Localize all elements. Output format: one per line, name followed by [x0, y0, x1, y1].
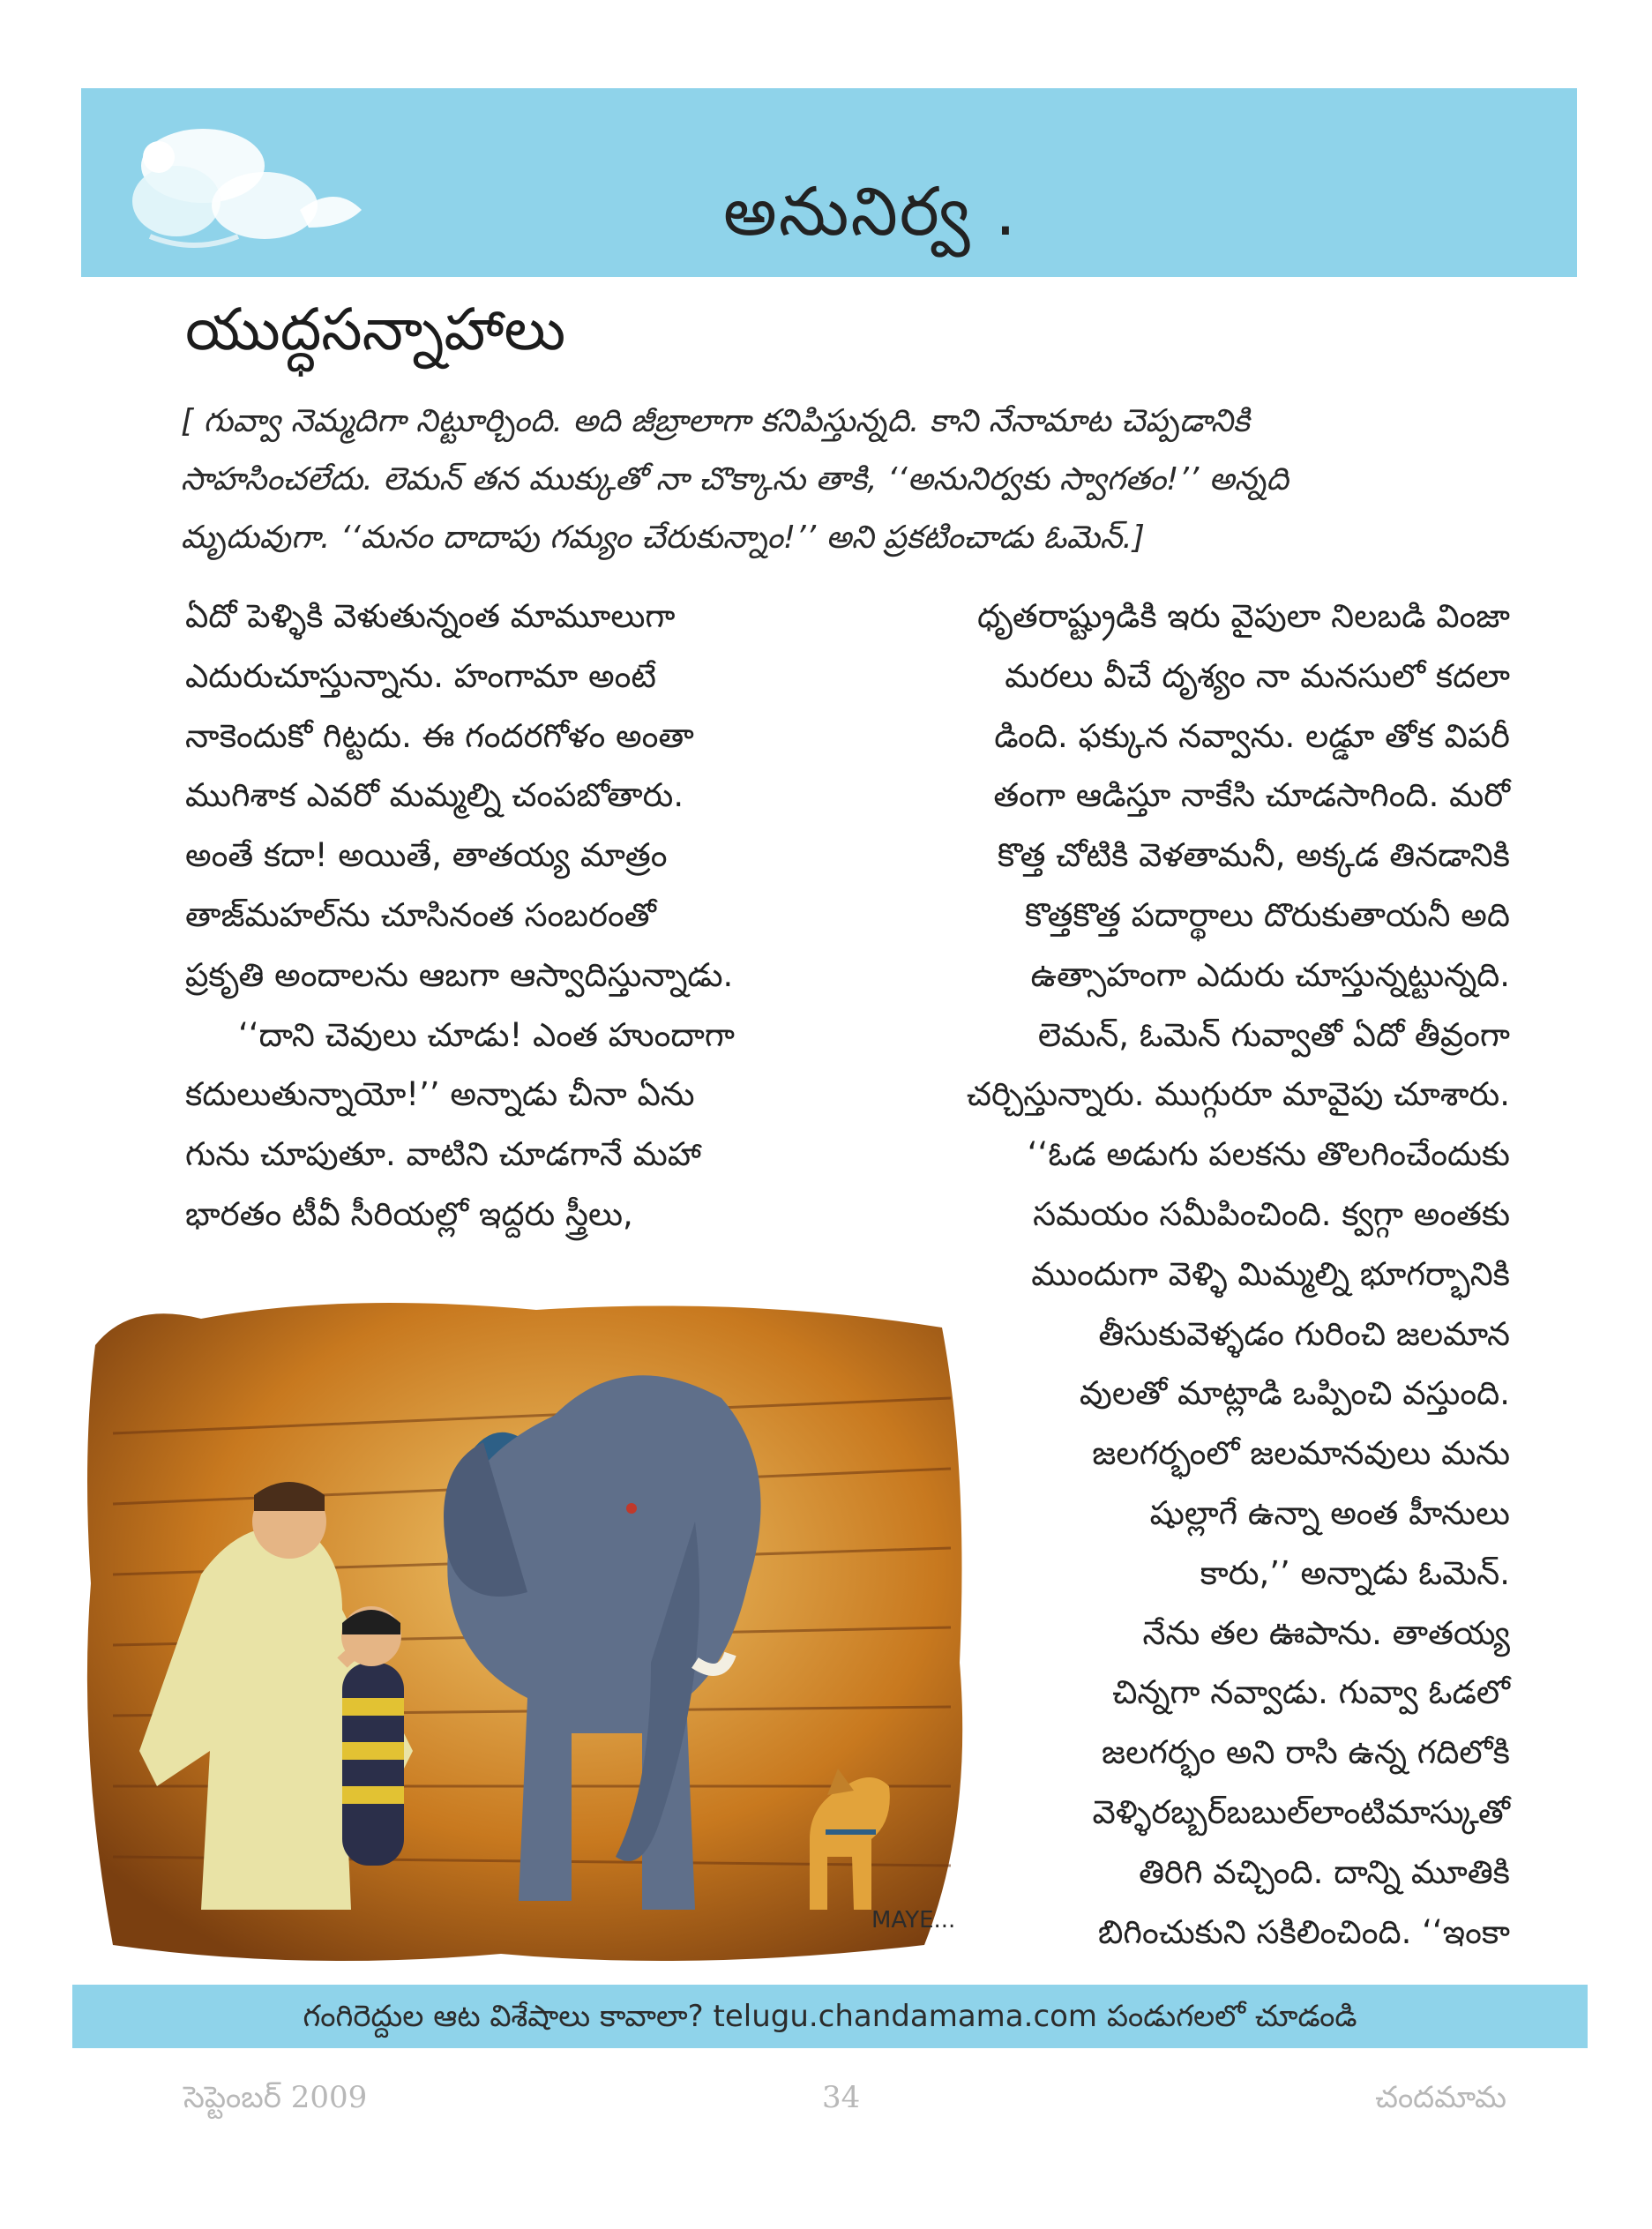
mascot-logo-icon	[97, 104, 388, 263]
text-line: ఉత్సాహంగా ఎదురు చూస్తున్నట్టున్నది.	[1030, 955, 1510, 994]
chapter-title: యుద్ధసన్నాహాలు	[185, 295, 566, 363]
intro-summary	[181, 393, 1513, 567]
text-line: ముగిశాక ఎవరో మమ్మల్ని చంపబోతారు.	[185, 776, 684, 815]
text-line: నాకెందుకో గిట్టదు. ఈ గందరగోళం అంతా	[185, 716, 694, 755]
text-line: తాజ్‌మహల్‌ను చూసినంత సంబరంతో	[185, 895, 656, 934]
text-line: నేను తల ఊపాను. తాతయ్య	[1142, 1613, 1510, 1652]
intro-line: సాహసించలేదు. లెమన్ తన ముక్కుతో నా చొక్కాను తాకి, ‘‘అనునిర్వకు స్వాగతం!’’ అన్నది	[181, 461, 1289, 497]
text-line: తంగా ఆడిస్తూ నాకేసి చూడసాగింది. మరో	[993, 776, 1510, 815]
page-number: 34	[822, 2080, 861, 2115]
text-line: తిరిగి వచ్చింది. దాన్ని మూతికి	[1139, 1852, 1510, 1891]
text-line: ‘‘ఓడ అడుగు పలకను తొలగించేందుకు	[1027, 1135, 1510, 1174]
text-line: చర్చిస్తున్నారు. ముగ్గురూ మావైపు చూశారు.	[966, 1075, 1510, 1114]
text-line: అంతే కదా! అయితే, తాతయ్య మాత్రం	[185, 836, 668, 875]
intro-line: మృదువుగా. ‘‘మనం దాదాపు గమ్యం చేరుకున్నాం!’’ అని ప్రకటించాడు ఓమెన్.]	[181, 520, 1145, 556]
text-line: వులతో మాట్లాడి ఒప్పించి వస్తుంది.	[1079, 1374, 1510, 1413]
text-line: కొత్తకొత్త పదార్థాలు దొరుకుతాయనీ అది	[1024, 895, 1510, 934]
text-line: వెళ్ళిరబ్బర్‌బబుల్‌లాంటిమాస్కుతో	[1092, 1792, 1510, 1831]
text-line: చిన్నగా నవ్వాడు. గువ్వా ఓడలో	[1112, 1673, 1510, 1712]
text-line: కారు,’’ అన్నాడు ఓమెన్.	[1200, 1553, 1510, 1592]
text-line: ఎదురుచూస్తున్నాను. హంగామా అంటే	[185, 656, 656, 695]
text-line: డింది. ఫక్కున నవ్వాను. లడ్డూ తోక విపరీ	[994, 716, 1510, 755]
story-illustration	[78, 1292, 977, 1971]
left-column	[185, 587, 820, 1245]
intro-line: [ గువ్వా నెమ్మదిగా నిట్టూర్చింది. అది జీబ్రాలాగా కనిపిస్తున్నది. కాని నేనామాట చెప్పడానికి	[181, 403, 1250, 439]
text-line: లెమన్, ఓమెన్ గువ్వాతో ఏదో తీవ్రంగా	[1037, 1015, 1510, 1054]
text-line: బిగించుకుని సకిలించింది. ‘‘ఇంకా	[1097, 1912, 1510, 1951]
text-line: గును చూపుతూ. వాటిని చూడగానే మహా	[185, 1135, 702, 1174]
text-line: జలగర్భంలో జలమానవులు మను	[1092, 1434, 1510, 1473]
text-line: కదులుతున్నాయో!’’ అన్నాడు చీనా ఏను	[185, 1075, 695, 1114]
page-date: సెప్టెంబర్ 2009	[183, 2080, 368, 2115]
text-line: ప్రకృతి అందాలను ఆబగా ఆస్వాదిస్తున్నాడు.	[185, 955, 734, 994]
illustrator-signature: MAYE...	[871, 1907, 956, 1934]
text-line: షుల్లాగే ఉన్నా అంత హీనులు	[1149, 1493, 1510, 1532]
text-line: ధృతరాష్ట్రుడికి ఇరు వైపులా నిలబడి వింజా	[976, 597, 1510, 635]
text-line: మరలు వీచే దృశ్యం నా మనసులో కదలా	[1005, 656, 1510, 695]
text-line: తీసుకువెళ్ళడం గురించి జలమాన	[1098, 1314, 1510, 1353]
text-line: భారతం టీవీ సీరియల్లో ఇద్దరు స్త్రీలు,	[185, 1194, 633, 1233]
text-line: ‘‘దాని చెవులు చూడు! ఎంత హుందాగా	[238, 1015, 735, 1054]
footer-promo-text: గంగిరెద్దుల ఆట విశేషాలు కావాలా? telugu.chandamama.com పండుగలలో చూడండి	[303, 1999, 1357, 2034]
text-line: జలగర్భం అని రాసి ఉన్న గదిలోకి	[1102, 1733, 1510, 1772]
text-line: సమయం సమీపించింది. క్వగ్గా అంతకు	[1033, 1194, 1510, 1233]
magazine-name: చందమామ	[1375, 2080, 1506, 2115]
text-line: కొత్త చోటికి వెళతామనీ, అక్కడ తినడానికి	[997, 836, 1510, 875]
footer-banner	[72, 1985, 1588, 2048]
text-line: ముందుగా వెళ్ళి మిమ్మల్ని భూగర్భానికి	[1031, 1254, 1510, 1293]
text-line: ఏదో పెళ్ళికి వెళుతున్నంత మామూలుగా	[185, 597, 676, 635]
series-title: అనునిర్వ .	[723, 172, 1018, 251]
